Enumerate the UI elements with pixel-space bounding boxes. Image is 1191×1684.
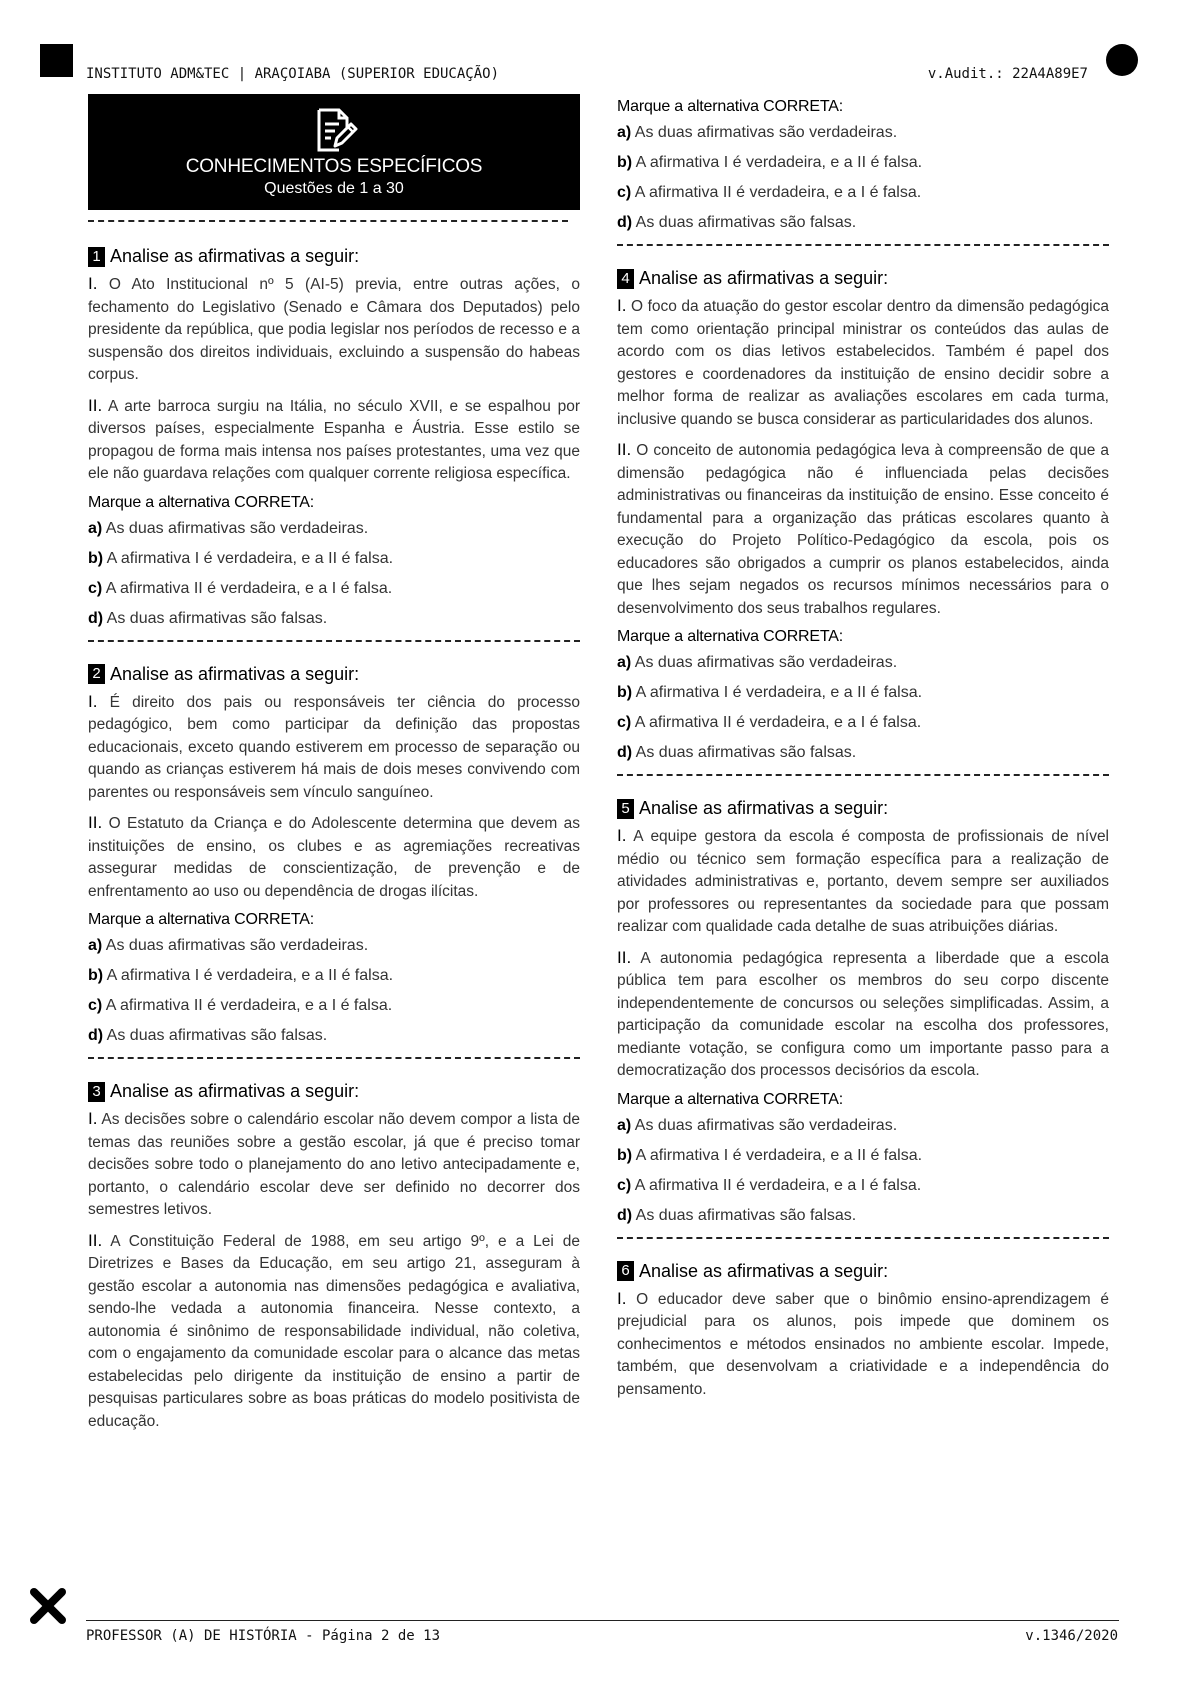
separator	[88, 1057, 580, 1059]
statement-i: I. É direito dos pais ou responsáveis ter ciência do processo pedagógico, bem como participar da definição das propostas educacionais, exceto quando estiverem em processo de separação ou quando as crianças estiverem há mais de dois meses convivendo com parentes ou responsáveis sem vínculo sanguíneo.	[88, 691, 580, 801]
question-prompt: Analise as afirmativas a seguir:	[639, 268, 889, 288]
question-prompt: Analise as afirmativas a seguir:	[639, 798, 889, 818]
question-prompt: Analise as afirmativas a seguir:	[110, 246, 360, 266]
left-column	[88, 220, 580, 1441]
header-audit-code: v.Audit.: 22A4A89E7	[927, 66, 1088, 82]
footer-page-info: PROFESSOR (A) DE HISTÓRIA - Página 2 de 13	[86, 1628, 441, 1644]
right-column	[617, 98, 1109, 1409]
question-number-badge: 6	[617, 1261, 634, 1281]
option-c[interactable]: c) A afirmativa II é verdadeira, e a I é falsa.	[88, 579, 393, 597]
question-title	[88, 1081, 580, 1102]
question-6	[617, 1261, 1109, 1402]
question-number-badge: 4	[617, 269, 634, 289]
option-c[interactable]: c) A afirmativa II é verdadeira, e a I é falsa.	[617, 1176, 922, 1194]
question-3-continuation	[617, 98, 1109, 235]
option-a[interactable]: a) As duas afirmativas são verdadeiras.	[617, 1116, 898, 1134]
footer-version: v.1346/2020	[1025, 1628, 1118, 1644]
option-a[interactable]: a) As duas afirmativas são verdadeiras.	[88, 519, 369, 537]
corner-marker-square	[40, 44, 73, 77]
banner-subtitle: Questões de 1 a 30	[264, 180, 404, 197]
statement-i: I. A equipe gestora da escola é composta de profissionais de nível médio ou técnico sem formação específica para a realização de atividades administrativas e, portanto, devem sempre ser auxiliados por professores ou representantes da sociedade para que possam realizar com qualidade cada detalhe de suas atribuições diárias.	[617, 826, 1110, 935]
statement-i: I. O foco da atuação do gestor escolar dentro da dimensão pedagógica tem como orientação principal ministrar os conteúdos das aulas de acordo com os dias letivos estabelecidos. Também é papel dos gestores e coordenadores da instituição de ensino decidir sobre a melhor forma de realizar as avaliações escolares em cada turma, inclusive quando se busca considerar as particularidades dos alunos.	[617, 296, 1109, 428]
question-prompt: Analise as afirmativas a seguir:	[110, 663, 360, 684]
option-c[interactable]: c) A afirmativa II é verdadeira, e a I é falsa.	[617, 714, 922, 731]
question-title	[88, 246, 580, 267]
question-title	[617, 268, 1109, 289]
instruction: Marque a alternativa CORRETA:	[617, 1090, 843, 1108]
statement-i: I. As decisões sobre o calendário escolar não devem compor a lista de temas das reuniões sobre a gestão escolar, já que é preciso tomar decisões sobre todo o planejamento do ano letivo antecipadamente e, portanto, o calendário escolar deve ser definido no decorrer dos semestres letivos.	[88, 1109, 581, 1218]
question-2	[88, 664, 580, 1049]
option-c[interactable]: c) A afirmativa II é verdadeira, e a I é falsa.	[88, 997, 393, 1014]
option-d[interactable]: d) As duas afirmativas são falsas.	[617, 744, 857, 761]
question-number-badge: 2	[88, 664, 105, 684]
option-b[interactable]: b) A afirmativa I é verdadeira, e a II é falsa.	[617, 684, 923, 701]
instruction: Marque a alternativa CORRETA:	[617, 628, 843, 645]
statement-i: I. O Ato Institucional nº 5 (AI-5) previa, entre outras ações, o fechamento do Legislativo (Senado e Câmara dos Deputados) pelo presidente da república, que podia legislar nos períodos de recesso e a suspensão dos direitos individuais, excluindo a suspensão do habeas corpus.	[88, 274, 580, 383]
question-number-badge: 1	[88, 247, 105, 267]
instruction: Marque a alternativa CORRETA:	[88, 911, 314, 928]
header-institution: INSTITUTO ADM&TEC | ARAÇOIABA (SUPERIOR EDUCAÇÃO)	[86, 66, 500, 82]
option-d[interactable]: d) As duas afirmativas são falsas.	[617, 214, 857, 231]
statement-ii: II. O conceito de autonomia pedagógica leva à compreensão de que a dimensão pedagógica não é influenciada pelas decisões administrativas ou financeiras da instituição de ensino. Esse conceito é fundamental para a organização das práticas escolares quanto à execução do Projeto Político-Pedagógico da escola, pois os educadores são obrigados a cumprir os planos estabelecidos, ainda que lhes sejam negados os recursos mínimos necessários para o desenvolvimento dos seus trabalhos regulares.	[617, 440, 1110, 617]
separator	[617, 774, 1109, 776]
question-4	[617, 268, 1109, 765]
statement-ii: II. A autonomia pedagógica representa a liberdade que a escola pública tem para escolher os membros do seu corpo discente independentemente de concursos ou seleções simplificadas. Assim, a participação da comunidade escolar na escolha dos professores, mediante votação, se configura como um importante passo para a democratização dos processos decisórios da escola.	[617, 947, 1109, 1079]
instruction: Marque a alternativa CORRETA:	[617, 98, 843, 115]
option-c[interactable]: c) A afirmativa II é verdadeira, e a I é falsa.	[617, 184, 922, 201]
question-3	[88, 1081, 580, 1433]
question-title	[617, 798, 1109, 819]
option-a[interactable]: a) As duas afirmativas são verdadeiras.	[617, 654, 898, 671]
question-title	[617, 1261, 1109, 1282]
separator	[617, 1237, 1109, 1239]
separator	[88, 220, 568, 222]
question-number-badge: 5	[617, 799, 634, 819]
separator	[617, 244, 1109, 246]
instruction: Marque a alternativa CORRETA:	[88, 493, 314, 511]
option-d[interactable]: d) As duas afirmativas são falsas.	[617, 1206, 857, 1224]
corner-marker-dot	[1106, 44, 1138, 76]
question-title	[88, 664, 580, 685]
option-b[interactable]: b) A afirmativa I é verdadeira, e a II é falsa.	[617, 1146, 923, 1164]
statement-ii: II. A arte barroca surgiu na Itália, no século XVII, e se espalhou por diversos países, especialmente Espanha e Áustria. Esse estilo se propagou de forma mais intensa nos países protestantes, uma vez que ele não guardava relações com qualquer corrente religiosa específica.	[88, 395, 580, 482]
option-b[interactable]: b) A afirmativa I é verdadeira, e a II é falsa.	[88, 967, 394, 984]
option-a[interactable]: a) As duas afirmativas são verdadeiras.	[617, 124, 898, 141]
footer-rule	[86, 1620, 1119, 1621]
statement-i: I. O educador deve saber que o binômio ensino-aprendizagem é prejudicial para os alunos, pois impede que dominem os conhecimentos e métodos ensinados no ambiente escolar. Impede, também, que desenvolvam a criatividade e a independência do pensamento.	[617, 1288, 1109, 1398]
option-d[interactable]: d) As duas afirmativas são falsas.	[88, 609, 328, 627]
question-5	[617, 798, 1109, 1228]
separator	[88, 640, 580, 642]
statement-ii: II. O Estatuto da Criança e do Adolescente determina que devem as instituições de ensino, os clubes e as agremiações recreativas assegurar medidas de conscientização, de prevenção e de enfrentamento ao uso ou dependência de drogas ilícitas.	[88, 813, 580, 900]
question-1	[88, 246, 580, 631]
question-number-badge: 3	[88, 1082, 105, 1102]
option-a[interactable]: a) As duas afirmativas são verdadeiras.	[88, 937, 369, 954]
question-prompt: Analise as afirmativas a seguir:	[110, 1081, 360, 1101]
statement-ii: II. A Constituição Federal de 1988, em seu artigo 9º, e a Lei de Diretrizes e Bases da Educação, em seu artigo 21, asseguram à gestão escolar a autonomia nas dimensões pedagógica e avaliativa, sendo-lhe vedada a autonomia financeira. Nesse contexto, a autonomia é sinônimo de responsabilidade individual, não coletiva, com o engajamento da comunidade escolar para o alcance das metas estabelecidas pelo dirigente da instituição de ensino a partir de pesquisas particulares sobre as boas práticas do modelo positivista de educação.	[88, 1230, 580, 1430]
banner-title: CONHECIMENTOS ESPECÍFICOS	[185, 156, 483, 177]
question-prompt: Analise as afirmativas a seguir:	[639, 1260, 889, 1281]
section-banner	[88, 94, 580, 210]
option-b[interactable]: b) A afirmativa I é verdadeira, e a II é falsa.	[617, 154, 923, 171]
document-edit-icon	[309, 106, 359, 154]
corner-x-mark-icon	[28, 1586, 68, 1626]
option-b[interactable]: b) A afirmativa I é verdadeira, e a II é falsa.	[88, 549, 394, 567]
option-d[interactable]: d) As duas afirmativas são falsas.	[88, 1027, 328, 1044]
